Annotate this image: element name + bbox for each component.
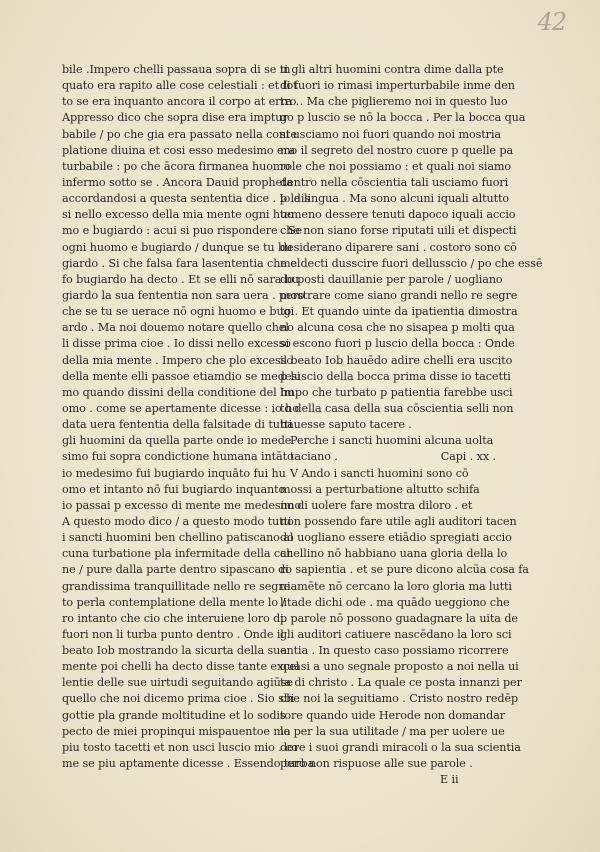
text-line: si escono fuori p luscio della bocca : Onde [280, 337, 515, 351]
text-line: che non siano forse riputati uili et dispecti [280, 224, 517, 238]
text-line: quasi a uno segnale proposto a noi nella ui [280, 660, 519, 674]
text-line: go p luscio se nō la bocca . Per la bocca qua [280, 111, 526, 125]
text-line: ne / pure dalla parte dentro sipascano di [62, 563, 289, 577]
text-line: Appresso dico che sopra dise era imptur [62, 111, 288, 125]
signature-mark: E ii [440, 773, 459, 787]
text-line: ti gli altri huomini contra dime dalla pte [280, 63, 504, 76]
text-line: giardo . Si che falsa fara lasententia che el [62, 256, 301, 270]
text-line: tro . Ma che piglieremo noi in questo luo [280, 95, 508, 109]
text-line: si usciamo noi fuori quando noi mostria [280, 127, 501, 141]
text-line: infermo sotto se . Ancora Dauid propheta [62, 175, 293, 189]
text-line: hauesse saputo tacere . [280, 418, 412, 432]
text-line: cuna turbatione pla infermitade della car [62, 547, 292, 561]
text-line: pecto de miei propinqui mispauentoe ma [62, 724, 291, 738]
text-line: to perla contemplatione della mente lo / [62, 595, 286, 609]
text-line: ardo . Ma noi douemo notare quello chel [62, 321, 289, 335]
chapter-heading-line-1: Perche i sancti huomini alcuna uolta [290, 434, 494, 448]
text-line: uiamēte nō cercano la loro gloria ma lutti [280, 579, 512, 593]
chapter-heading-subtext: taciano . [290, 450, 338, 464]
text-line: piu tosto tacetti et non usci luscio mio . co [62, 740, 298, 754]
text-line: giardo la sua fententia non sara uera . pero [62, 288, 305, 302]
text-line: no di uolere fare mostra diloro . et [280, 498, 473, 512]
text-line: to . Et quando uinte da ipatientia dimostra [280, 305, 518, 319]
text-line: grandissima tranquillitade nello re segre [62, 579, 291, 593]
text-line: ro intanto che cio che interuiene loro di [62, 611, 284, 625]
text-line: mo quando dissini della conditione del hu [62, 385, 295, 399]
text-line: della mente elli passoe etiamdio se medesi [62, 369, 301, 383]
text-line: di fuori io rimasi imperturbabile inme den [280, 79, 515, 93]
text-line: beato Iob mostrando la sicurta della sua [62, 644, 287, 658]
text-line: p la lingua . Ma sono alcuni iquali altutto [280, 192, 510, 206]
text-line: accordandosi a questa sententia dice . Io dis [62, 192, 310, 206]
text-line: mo il segreto del nostro cuore p quelle pa [280, 143, 514, 157]
text-line: lentie delle sue uirtudi seguitando agiūse [62, 676, 293, 690]
text-line: simo fui sopra condictione humana intāto [62, 450, 294, 464]
text-line: ta di christo . La quale ce posta innanzi per [280, 676, 522, 690]
text-line: tore quando uide Herode non domandar [280, 708, 506, 722]
text-line: pero non rispuose alle sue parole . [280, 757, 473, 771]
text-line: ogni huomo e bugiardo / dunque se tu bu [62, 240, 293, 254]
text-line: data uera fententia della falsitade di tutti [62, 418, 293, 432]
text-line: mossi a perturbatione altutto schifa [280, 482, 480, 496]
chapter-heading-line-2 [280, 449, 496, 465]
text-line: non possendo fare utile agli auditori tacen [280, 514, 517, 528]
text-line: quello che noi dicemo prima cioe . Sio sbi [62, 692, 295, 706]
text-line: entia . In questo caso possiamo ricorrere [280, 644, 509, 658]
text-line: turbabile : po che ācora firmanea huomo [62, 159, 291, 173]
text-line: si nello excesso della mia mente ogni huo [62, 208, 294, 222]
text-line: A questo modo dico / a questo modo tutti [62, 514, 292, 528]
text-line: gottie pla grande moltitudine et lo sodis [62, 708, 286, 722]
text-line: platione diuina et cosi esso medesimo era [62, 143, 296, 157]
text-line: Impo che turbato p patientia farebbe usci [280, 385, 513, 399]
text-line: bile .Impero chelli passaua sopra di se in [62, 63, 291, 76]
text-line: fuori non li turba punto dentro . Onde il [62, 627, 284, 641]
text-line: ro sapientia . et se pure dicono alcūa cosa fa [280, 563, 529, 577]
text-line: dere i suoi grandi miracoli o la sua scientia [280, 740, 521, 754]
text-line: i sancti huomini ben chellino patiscano al [62, 531, 294, 545]
text-line: p parole nō possono guadagnare la uita de [280, 611, 518, 625]
text-line: p luscio della bocca prima disse io tacetti [280, 369, 511, 383]
text-line: mostrare come siano grandi nello re segre [280, 288, 518, 302]
text-line: fo bugiardo ha decto . Et se elli nō sara bu [62, 272, 299, 286]
text-line: temeno dessere tenuti dapoco iquali accio [280, 208, 516, 222]
text-line: no alcuna cosa che no sisapea p molti qua [280, 321, 515, 335]
text-line: mente poi chelli ha decto disse tante excel [62, 660, 300, 674]
text-line: desiderano diparere sani . costoro sono cō [280, 240, 517, 254]
text-line: della mia mente . Impero che plo excesso [62, 353, 293, 367]
text-line: me se piu aptamente dicesse . Essendo turba [62, 757, 315, 771]
text-line: che se tu se uerace nō ogni huomo e bugi [62, 305, 295, 319]
text-line: do uogliano essere etiādio spregiati accio [280, 531, 512, 545]
text-line: li disse prima cioe . Io dissi nello excesso [62, 337, 291, 351]
text-line: omo et intanto nō fui bugiardo inquanto [62, 482, 286, 496]
text-line: to della casa della sua cōscientia selli non [280, 401, 514, 415]
text-line: chellino nō habbiano uana gloria della lo [280, 547, 508, 561]
text-line: V Ando i sancti huomini sono cō [290, 466, 469, 480]
text-line: babile / po che gia era passato nella conte [62, 127, 297, 141]
right-text-column [280, 62, 543, 788]
text-line: do posti dauillanie per parole / uogliano [280, 272, 503, 286]
text-line: il beato Iob hauēdo adire chelli era uscito [280, 353, 513, 367]
text-line: lo per la sua utilitade / ma per uolere ue [280, 724, 505, 738]
folio-number: 42 [537, 8, 566, 36]
text-line: quato era rapito alle cose celestiali : et fot [62, 79, 298, 93]
text-line: gli huomini da quella parte onde io mede [62, 434, 292, 448]
text-line: io passai p excesso di mente me medesimo [62, 498, 302, 512]
text-line: che noi la seguitiamo . Cristo nostro redēp [280, 692, 519, 706]
text-line: mo e bugiardo : acui si puo rispondere . Se [62, 224, 302, 238]
text-line: me decti dusscire fuori dellusscio / po che essē [280, 256, 543, 270]
text-line: role che noi possiamo : et quali noi siamo [280, 159, 512, 173]
text-line: to se era inquanto ancora il corpo at erra . [62, 95, 300, 109]
text-line: omo . come se apertamente dicesse : io ho [62, 401, 299, 415]
text-line: gli auditori catiuere nascēdano la loro sci [280, 627, 512, 641]
text-line: dentro nella cōscientia tali usciamo fuori [280, 175, 509, 189]
text-line: litade dichi ode . ma quādo ueggiono che [280, 595, 510, 609]
text-line: io medesimo fui bugiardo inquāto fui hu [62, 466, 286, 480]
chapter-number: Capi . xx . [440, 450, 496, 464]
